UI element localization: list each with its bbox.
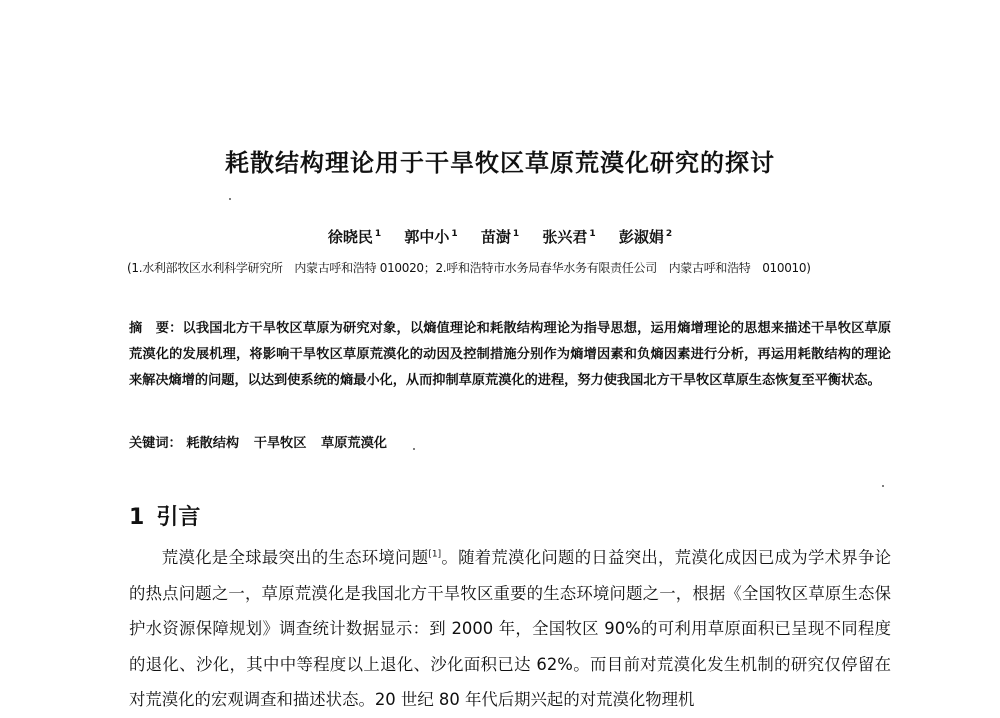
keywords [129, 432, 891, 451]
author-affiliation-mark: 1 [374, 229, 382, 239]
scan-speck [882, 485, 884, 487]
keyword: 耗散结构 [186, 436, 240, 451]
section-heading [129, 500, 200, 531]
author-affiliation-mark: 1 [512, 229, 520, 239]
author-affiliation-mark: 1 [451, 229, 458, 239]
author [328, 228, 381, 246]
scan-speck [413, 448, 415, 450]
paragraph-start: 荒漠化是全球最突出的生态环境问题 [161, 548, 429, 567]
author [404, 228, 457, 246]
author-list [0, 226, 1000, 247]
author-name: 郭中小 [404, 228, 450, 246]
author-name: 徐晓民 [327, 228, 373, 246]
author-name: 张兴君 [542, 228, 588, 246]
body-paragraph [129, 540, 891, 718]
paper-title: 耗散结构理论用于干旱牧区草原荒漠化研究的探讨 [225, 149, 775, 177]
author-name: 苗澍 [480, 228, 511, 246]
keyword: 草原荒漠化 [321, 436, 387, 451]
author-affiliation-mark: 1 [589, 229, 596, 239]
paragraph-rest: 。随着荒漠化问题的日益突出，荒漠化成因已成为学术界争论的热点问题之一，草原荒漠化是我国北方干旱牧区重要的生态环境问题之一，根据《全国牧区草原生态保护水资源保障规划》调查统计数据显示：到 2000 年，全国牧区 90%的可利用草原面积已呈现不同程度的退化、沙化，其中中等程度以上退化、沙化面积已达 62%。而目前对荒漠化发生机制的研究仅停留在对荒漠化的宏观调查和描述状态。20 世纪 80 年代后期兴起的对荒漠化物理机 [129, 548, 892, 709]
affiliations: (1.水利部牧区水利科学研究所 内蒙古呼和浩特 010020；2.呼和浩特市水务局春华水务有限责任公司 内蒙古呼和浩特 010010) [127, 261, 811, 275]
section-title: 引言 [156, 505, 201, 530]
author [619, 228, 672, 246]
citation-ref[interactable]: [1] [428, 549, 442, 560]
keyword: 干旱牧区 [253, 436, 307, 451]
abstract [129, 316, 891, 394]
abstract-label: 摘 要： [129, 321, 183, 336]
keywords-label: 关键词： [129, 436, 182, 451]
author [481, 228, 519, 246]
scan-speck [229, 198, 231, 200]
author [542, 228, 595, 246]
author-name: 彭淑娟 [618, 228, 664, 246]
author-affiliation-mark: 2 [665, 229, 673, 239]
abstract-text: 以我国北方干旱牧区草原为研究对象，以熵值理论和耗散结构理论为指导思想，运用熵增理论的思想来描述干旱牧区草原荒漠化的发展机理，将影响干旱牧区草原荒漠化的动因及控制措施分别作为熵增因素和负熵因素进行分析，再运用耗散结构的理论来解决熵增的问题，以达到使系统的熵最小化，从而抑制草原荒漠化的进程，努力使我国北方干旱牧区草原生态恢复至平衡状态。 [129, 321, 892, 388]
section-number: 1 [129, 505, 145, 530]
